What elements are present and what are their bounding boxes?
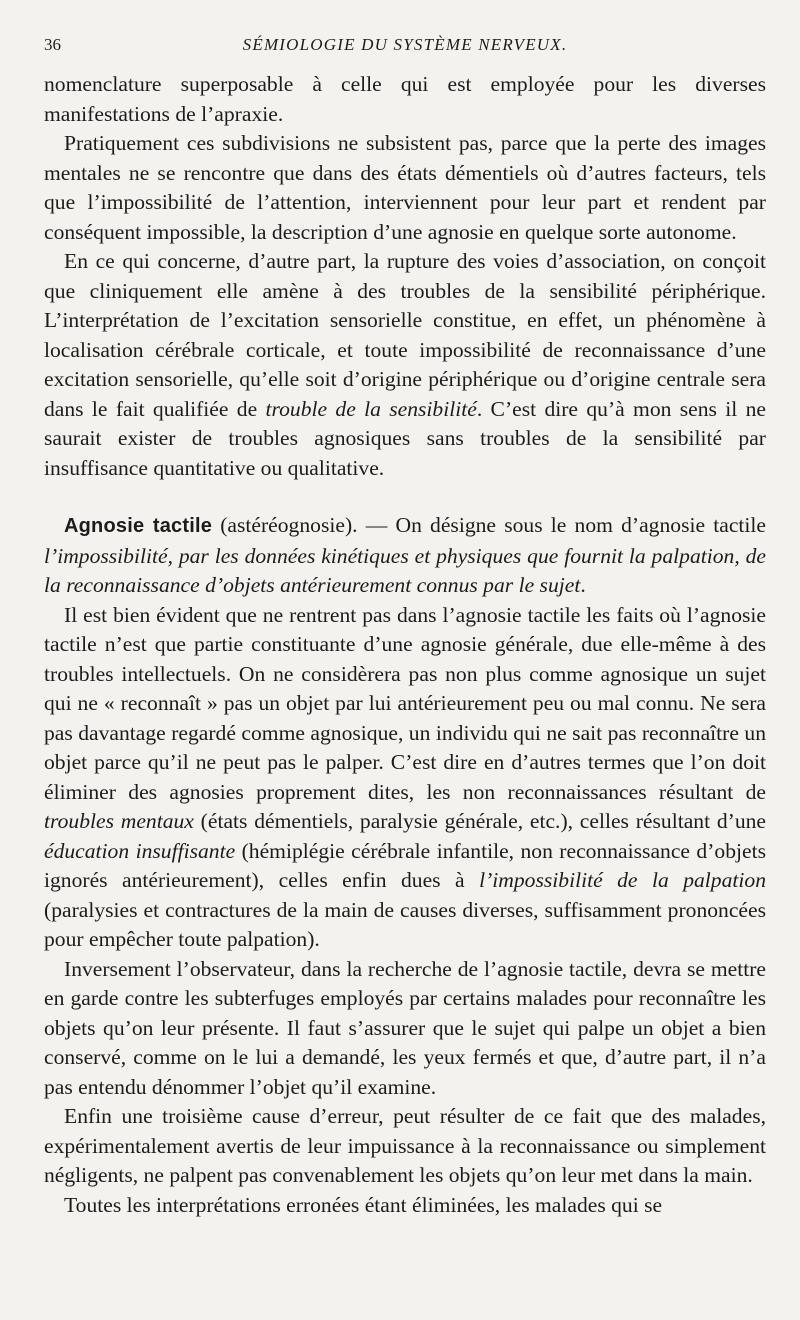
text-run: Il est bien évident que ne rentrent pas dans l’agnosie tactile les faits où l’agnosie tactile n’est que partie constituante d’une agnosie générale, due elle-même à des troubles intellectuels. On ne considèrera pas non plus comme agnosique un sujet qui ne « reconnaît » pas un objet par lui antérieurement peu ou mal connu. Ne sera pas davantage regardé comme agnosique, un individu qui ne sait pas reconnaître un objet parce qu’il ne peut pas le palper. C’est dire en d’autres termes que l’on doit éliminer des agnosies proprement dites, les non reconnaissances résultant de xyxy=(44,602,766,804)
paragraph xyxy=(44,601,766,955)
paragraph-continued: nomenclature superposable à celle qui est employée pour les diverses manifestations de l’apraxie. xyxy=(44,72,766,126)
body-text xyxy=(44,70,766,1220)
section-paragraph xyxy=(44,511,766,601)
italic-term: éducation insuffisante xyxy=(44,838,236,863)
italic-term: trouble de la sensibilité xyxy=(265,396,477,421)
paragraph: Enfin une troisième cause d’erreur, peut résulter de ce fait que des malades, expérimentalement avertis de leur impuissance à la reconnaissance ou simplement négligents, ne palpent pas convenablement les objets qu’on leur met dans la main. xyxy=(44,1104,766,1187)
running-title: SÉMIOLOGIE DU SYSTÈME NERVEUX. xyxy=(242,35,568,54)
running-header xyxy=(44,35,766,59)
paragraph: Toutes les interprétations erronées étant éliminées, les malades qui se xyxy=(64,1192,663,1217)
text-run: . xyxy=(580,573,586,597)
paragraph: Inversement l’observateur, dans la recherche de l’agnosie tactile, devra se mettre en garde contre les subterfuges employés par certains malades pour reconnaître les objets qu’on leur présente. Il faut s’assurer que le sujet qui palpe un objet a bien conservé, comme on le lui a demandé, les yeux fermés et que, d’autre part, il n’a pas entendu dénommer l’objet qu’il examine. xyxy=(44,956,766,1099)
paragraph xyxy=(44,247,766,483)
text-run: (astéréognosie). — On désigne sous le nom d’agnosie tactile xyxy=(212,513,766,537)
text-run: (paralysies et contractures de la main de causes diverses, suffisamment prononcées pour empêcher toute palpation). xyxy=(44,897,766,951)
text-run: (hémiplégie cérébrale infantile, non reconnaissance d’objets ignorés antérieurement), celles enfin dues à xyxy=(44,838,766,892)
text-run: (états démentiels, paralysie générale, etc.), celles résultant d’une xyxy=(193,809,767,833)
text-run: . C’est dire qu’à mon sens il ne saurait exister de troubles agnosiques sans troubles de la sensibilité par insuffisance quantitative ou qualitative. xyxy=(44,396,766,480)
section-heading: Agnosie tactile xyxy=(64,515,213,537)
italic-term: l’impossibilité de la palpation xyxy=(479,868,766,892)
italic-definition: l’impossibilité, par les données kinétiques et physiques que fournit la palpation, de la reconnaissance d’objets antérieurement connus par le sujet xyxy=(44,543,766,597)
page-number: 36 xyxy=(44,35,61,54)
paragraph: Pratiquement ces subdivisions ne subsistent pas, parce que la perte des images mentales ne se rencontre que dans des états démentiels où d’autres facteurs, tels que l’impossibilité de l’attention, interviennent pour leur part et rendent par conséquent impossible, la description d’une agnosie en quelque sorte autonome. xyxy=(44,131,766,244)
text-run: En ce qui concerne, d’autre part, la rupture des voies d’association, on conçoit que cliniquement elle amène à des troubles de la sensibilité périphérique. L’interprétation de l’excitation sensorielle constitue, en effet, un phénomène à localisation cérébrale corticale, et toute impossibilité de reconnaissance d’une excitation sensorielle, qu’elle soit d’origine périphérique ou d’origine centrale sera dans le fait qualifiée de xyxy=(44,249,766,421)
italic-term: troubles mentaux xyxy=(44,809,194,833)
